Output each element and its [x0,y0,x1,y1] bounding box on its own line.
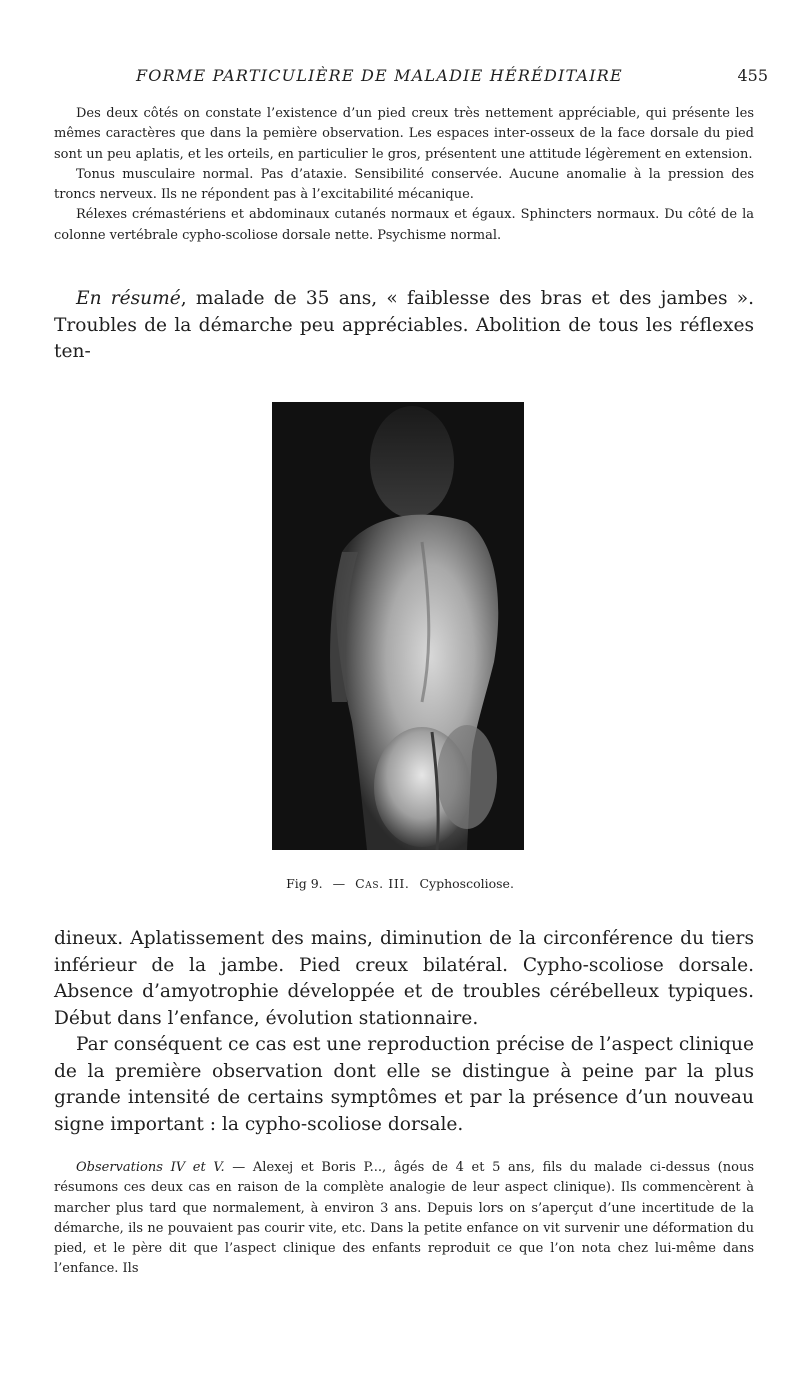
cyphoscoliosis-photo [272,402,524,850]
conclusion-block [54,926,754,1138]
paragraph-pied-creux: Des deux côtés on constate l’existence d’un pied creux très nettement appréciable, qui présente les mêmes caractères que dans la pemière observation. Les espaces inter-osseux de la face dorsale du pied sont un peu aplatis, et les orteils, en particulier le gros, présentent une attitude légèrement en extension. [54,106,754,162]
caption-title: Cyphoscoliose. [419,876,514,891]
paragraph-par-consequent: Par conséquent ce cas est une reproduction précise de l’aspect clinique de la première observation dont elle se distingue à peine par la plus grande intensité de certains symptômes et par la présence d’un nouveau signe important : la cypho-scoliose dorsale. [54,1034,754,1135]
running-title: FORME PARTICULIÈRE DE MALADIE HÉRÉDITAIRE [136,66,623,85]
caption-dash: — [332,876,346,891]
observations-text [54,1158,754,1280]
summary-text [54,286,754,366]
figure-photograph [272,402,524,850]
summary-lead: En résumé [76,288,181,309]
observations-lead: Observations IV et V. [76,1160,225,1175]
running-head [48,66,768,92]
paragraph-dineux: dineux. Aplatissement des mains, diminution de la circonférence du tiers inférieur de la jambe. Pied creux bilatéral. Cypho-scoliose dorsale. Absence d’amyotrophie développée et de troubles cérébelleux typiques. Début dans l’enfance, évolution stationnaire. [54,928,754,1029]
figure-caption [200,876,600,891]
observations-iv-v [54,1158,754,1280]
paragraph-tonus: Tonus musculaire normal. Pas d’ataxie. Sensibilité conservée. Aucune anomalie à la pression des troncs nerveux. Ils ne répondent pas à l’excitabilité mécanique. [54,166,754,203]
observations-body: — Alexej et Boris P..., âgés de 4 et 5 ans, fils du malade ci-dessus (nous résumons ces deux cas en raison de la complète analogie de leur aspect clinique). Ils commencèrent à marcher plus tard que normalement, à environ 3 ans. Depuis lors on s’aperçut d’une incertitude de la démarche, ils ne pouvaient pas courir vite, etc. Dans la petite enfance on vit survenir une déformation du pied, et le père dit que l’aspect clinique des enfants reproduit ce que l’on nota chez lui-même dans l’enfance. Ils [54,1160,754,1277]
observation-details [54,104,754,246]
figure-label: Fig 9. [286,876,323,891]
summary-paragraph [54,286,754,366]
caption-case: Cas. III. [355,876,410,891]
summary-body: , malade de 35 ans, « faiblesse des bras et des jambes ». Troubles de la démarche peu appréciables. Abolition de tous les réflexes ten- [54,288,754,362]
paragraph-reflexes: Rélexes crémastériens et abdominaux cutanés normaux et égaux. Sphincters normaux. Du côté de la colonne vertébrale cypho-scoliose dorsale nette. Psychisme normal. [54,207,754,243]
page-number: 455 [737,66,768,85]
